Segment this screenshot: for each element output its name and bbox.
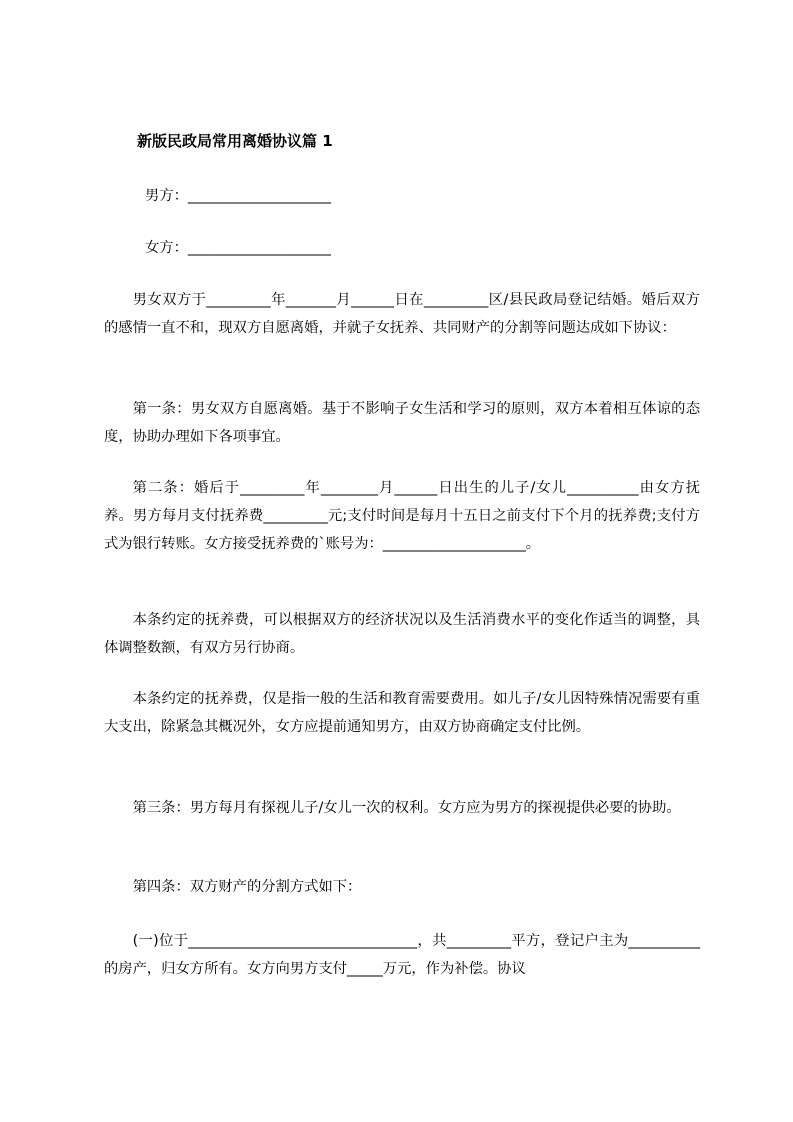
document-title: 新版民政局常用离婚协议篇 1	[137, 132, 333, 150]
paragraph-support-scope: 本条约定的抚养费，仅是指一般的生活和教育需要费用。如儿子/女儿因特殊情况需要有重大支出，除紧急其概况外，女方应提前通知男方，由双方协商确定支付比例。	[104, 691, 700, 735]
paragraph-article-1: 第一条：男女双方自愿离婚。基于不影响子女生活和学习的原则，双方本着相互体谅的态度，协助办理如下各项事宜。	[104, 401, 700, 445]
paragraph-support-adjustment: 本条约定的抚养费，可以根据双方的经济状况以及生活消费水平的变化作适当的调整，具体调整数额，有双方另行协商。	[104, 612, 700, 656]
husband-field: 男方：____________________	[145, 188, 331, 204]
paragraph-article-2: 第二条：婚后于_________年________月______日出生的儿子/女儿__________由女方抚养。男方每月支付抚养费_________元;支付时间是每月十五日之前支付下个月的抚养费;支付方式为银行转账。女方接受抚养费的`账号为：____________________。	[104, 480, 700, 552]
wife-field: 女方：____________________	[145, 240, 331, 256]
paragraph-article-3: 第三条：男方每月有探视儿子/女儿一次的权利。女方应为男方的探视提供必要的协助。	[132, 800, 681, 816]
paragraph-intro: 男女双方于_________年_______月______日在_________区/县民政局登记结婚。婚后双方的感情一直不和，现双方自愿离婚，并就子女抚养、共同财产的分割等问题达成如下协议：	[104, 292, 700, 336]
paragraph-property-1: (一)位于________________________________，共_________平方，登记户主为__________的房产，归女方所有。女方向男方支付_____万元，作为补偿。协议	[104, 933, 700, 977]
paragraph-article-4: 第四条：双方财产的分割方式如下：	[132, 879, 362, 895]
